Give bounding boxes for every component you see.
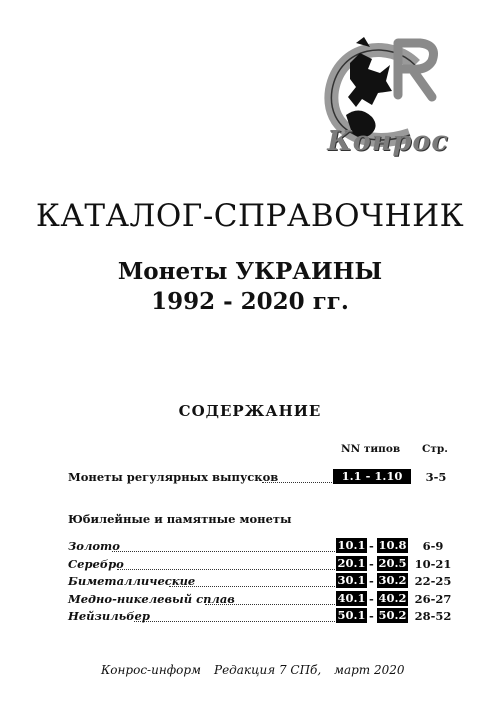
toc-range-from-badge: 10.1 bbox=[337, 538, 366, 552]
toc-range-badge: 1.1 - 1.10 bbox=[333, 469, 411, 484]
toc-range-to-badge: 50.2 bbox=[378, 608, 407, 622]
range-dash: - bbox=[369, 574, 374, 588]
toc-range-to-badge: 30.2 bbox=[378, 573, 407, 587]
toc-heading: СОДЕРЖАНИЕ bbox=[178, 402, 322, 420]
page-title: КАТАЛОГ-СПРАВОЧНИК bbox=[35, 198, 465, 234]
toc-pages: 26-27 bbox=[414, 591, 452, 606]
dot-leader bbox=[205, 604, 335, 605]
col-types-header: NN типов bbox=[341, 443, 401, 455]
toc-row-label: Нейзильбер bbox=[68, 609, 150, 623]
toc-pages: 22-25 bbox=[414, 574, 452, 588]
range-dash: - bbox=[369, 556, 374, 571]
dot-leader bbox=[117, 569, 335, 570]
toc-pages: 28-52 bbox=[414, 609, 452, 623]
range-dash: - bbox=[369, 539, 374, 553]
subtitle-line1: Монеты УКРАИНЫ bbox=[117, 258, 383, 285]
footer-date: март 2020 bbox=[334, 663, 405, 677]
toc-row-label: Серебро bbox=[68, 556, 124, 571]
toc-pages: 6-9 bbox=[422, 539, 444, 553]
toc-range-to-badge: 20.5 bbox=[378, 555, 407, 570]
toc-range-to-badge: 40.2 bbox=[378, 590, 407, 605]
toc-range-from-badge: 40.1 bbox=[337, 590, 366, 605]
toc-row-label: Биметаллические bbox=[68, 574, 196, 588]
toc-range-from-badge: 50.1 bbox=[337, 608, 366, 622]
toc-range-from-badge: 20.1 bbox=[337, 555, 366, 570]
jubilee-heading-text: Юбилейные и памятные монеты bbox=[68, 512, 292, 526]
toc-range-to-badge: 10.8 bbox=[378, 538, 407, 552]
toc-row-label: Медно-никелевый сплав bbox=[68, 591, 235, 606]
subtitle-line2: 1992 - 2020 гг. bbox=[151, 288, 349, 315]
range-dash: - bbox=[369, 609, 374, 623]
toc-pages: 3-5 bbox=[425, 470, 447, 484]
footer-publisher: Конрос-информ bbox=[101, 663, 201, 677]
toc-pages: 10-21 bbox=[414, 556, 452, 571]
dot-leader bbox=[262, 482, 332, 483]
toc-row-label: Монеты регулярных выпусков bbox=[68, 470, 279, 484]
dot-leader bbox=[112, 551, 335, 552]
dot-leader bbox=[134, 621, 335, 622]
toc-range-from-badge: 30.1 bbox=[337, 573, 366, 587]
col-pages-header: Стр. bbox=[422, 443, 448, 455]
logo-text: Конрос bbox=[327, 126, 449, 157]
toc-row-label: Золото bbox=[68, 539, 120, 553]
range-dash: - bbox=[369, 591, 374, 606]
dot-leader bbox=[169, 586, 335, 587]
footer-edition: Редакция 7 СПб, bbox=[214, 663, 322, 677]
